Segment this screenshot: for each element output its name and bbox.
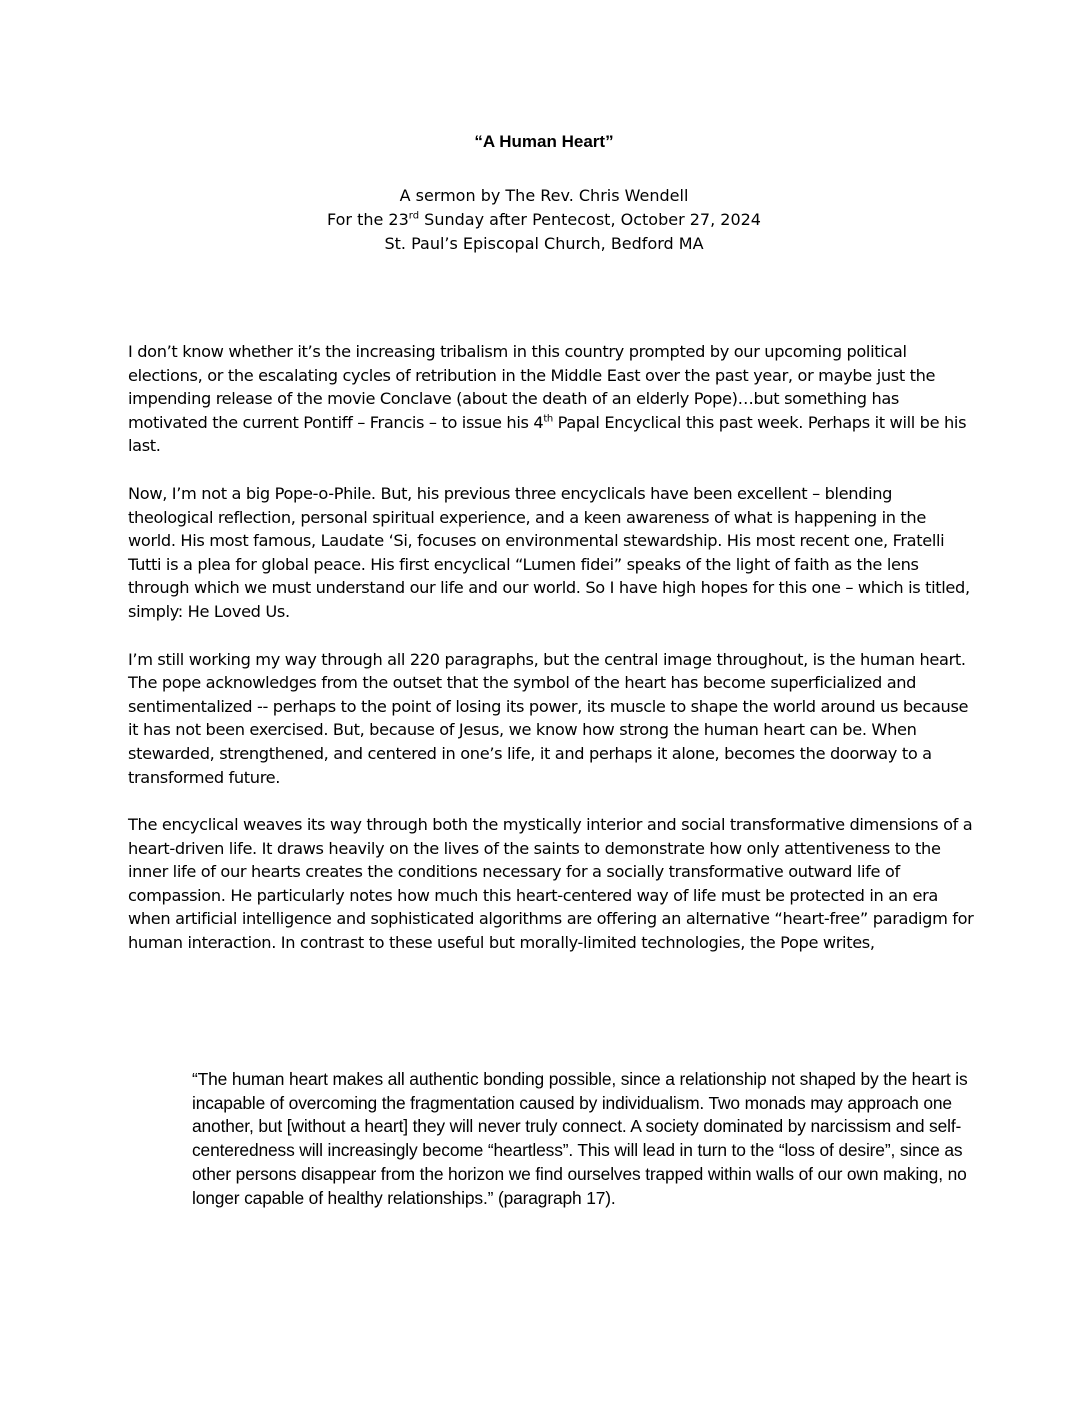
paragraph-1-text-b: Papal Encyclical this past week. Perhaps it will be his last. — [128, 412, 967, 456]
paragraph-1-text-a: I don’t know whether it’s the increasing tribalism in this country prompted by our upcoming political elections, or the escalating cycles of retribution in the Middle East over the past year, or maybe just the impending release of the movie Conclave (about the death of an elderly Pope)…but something has motivated the current Pontiff – Francis – to issue his 4 — [128, 342, 936, 432]
sermon-byline — [0, 184, 1088, 256]
byline-author: A sermon by The Rev. Chris Wendell — [399, 186, 689, 205]
byline-occasion — [0, 208, 1088, 232]
byline-occasion-post: Sunday after Pentecost, October 27, 2024 — [419, 210, 761, 229]
paragraph-1-ordinal: th — [543, 413, 553, 425]
paragraph-4: The encyclical weaves its way through both the mystically interior and social transformative dimensions of a heart-driven life. It draws heavily on the lives of the saints to demonstrate how only attentiveness to the inner life of our hearts creates the conditions necessary for a socially transformative outward life of compassion. He particularly notes how much this heart-centered way of life must be protected in an era when artificial intelligence and sophisticated algorithms are offering an alternative “heart-free” paradigm for human interaction. In contrast to these useful but morally-limited technologies, the Pope writes, — [128, 815, 974, 953]
paragraph-3: I’m still working my way through all 220 paragraphs, but the central image throughout, is the human heart. The pope acknowledges from the outset that the symbol of the heart has become superficialized and sentimentalized -- perhaps to the point of losing its power, its muscle to shape the world around us because it has not been exercised. But, because of Jesus, we know how strong the human heart can be. When stewarded, strengthened, and centered in one’s life, it and perhaps it alone, becomes the doorway to a transformed future. — [128, 649, 969, 787]
sermon-title: “A Human Heart” — [474, 132, 614, 151]
byline-occasion-pre: For the 23 — [327, 210, 409, 229]
paragraph-1 — [128, 340, 976, 458]
byline-church: St. Paul’s Episcopal Church, Bedford MA — [384, 234, 704, 253]
sermon-body — [128, 340, 976, 979]
paragraph-2: Now, I’m not a big Pope-o-Phile. But, his previous three encyclicals have been excellent – blending theological reflection, personal spiritual experience, and a keen awareness of what is happening in the world. His most famous, Laudate ‘Si, focuses on environmental stewardship. His most recent one, Fratelli Tutti is a plea for global peace. His first encyclical “Lumen fidei” speaks of the light of faith as the lens through which we must understand our life and our world. So I have high hopes for this one – which is titled, simply: He Loved Us. — [128, 483, 970, 621]
byline-occasion-ordinal: rd — [408, 210, 420, 222]
encyclical-quote: “The human heart makes all authentic bonding possible, since a relationship not shaped by the heart is incapable of overcoming the fragmentation caused by individualism. Two monads may approach one another, but [without a heart] they will never truly connect. A society dominated by narcissism and self-centeredness will increasingly become “heartless”. This will lead in turn to the “loss of desire”, since as other persons disappear from the horizon we find ourselves trapped within walls of our own making, no longer capable of healthy relationships.” (paragraph 17). — [192, 1069, 968, 1208]
